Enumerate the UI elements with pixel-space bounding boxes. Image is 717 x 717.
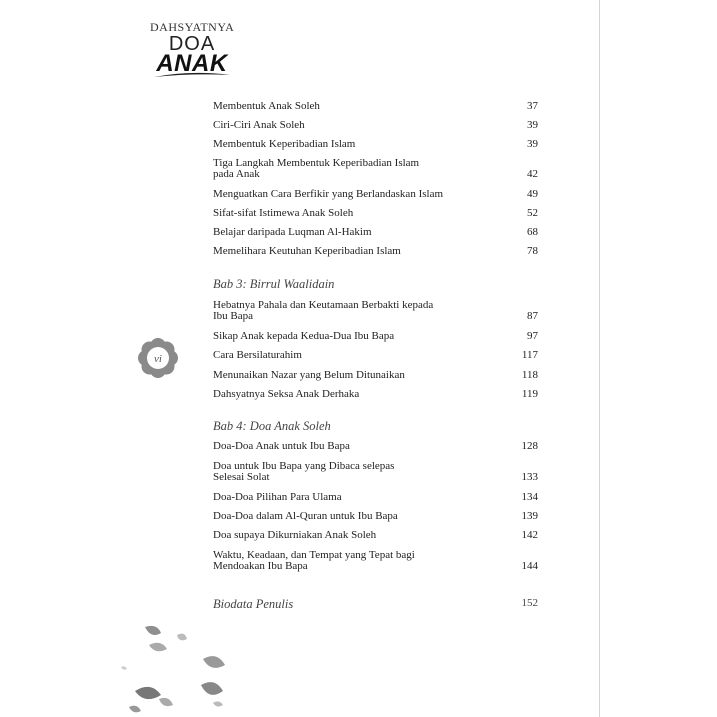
toc-entry	[213, 208, 538, 219]
toc-entry	[213, 300, 538, 322]
falling-leaves-decoration-icon	[115, 615, 235, 717]
toc-entry-page: 97	[527, 330, 538, 342]
toc-entry-biodata	[213, 597, 538, 612]
toc-entry-page: 49	[527, 188, 538, 200]
toc-entry	[213, 511, 538, 522]
toc-entry-page: 39	[527, 119, 538, 131]
toc-entry-title: Memelihara Keutuhan Keperibadian Islam	[213, 245, 401, 257]
toc-entry-title: Menguatkan Cara Berfikir yang Berlandaskan Islam	[213, 188, 444, 200]
logo-doa-text: DOA	[168, 33, 216, 55]
toc-entry	[213, 158, 538, 180]
toc-entry-title-cont: Mendoakan Ibu Bapa	[213, 560, 308, 572]
page-number-flower-icon	[138, 338, 178, 378]
toc-entry-page: 128	[521, 440, 538, 452]
toc-entry-page: 119	[521, 388, 538, 400]
toc-entry-page: 39	[527, 138, 538, 150]
logo-top-text: DAHSYATNYA	[150, 20, 235, 34]
toc-entry-title-cont: Ibu Bapa	[213, 310, 254, 322]
toc-entry-title: Membentuk Keperibadian Islam	[213, 138, 356, 150]
page-number: vi	[154, 353, 162, 365]
toc-entry-page: 139	[521, 510, 538, 522]
toc-entry-page: 152	[521, 597, 538, 609]
toc-entry-page: 133	[521, 471, 538, 483]
toc-entry-page: 118	[521, 369, 538, 381]
toc-entry-title: Hebatnya Pahala dan Keutamaan Berbakti kepada	[213, 299, 434, 311]
book-logo	[150, 20, 234, 79]
toc-entry-title: Menunaikan Nazar yang Belum Ditunaikan	[213, 369, 405, 381]
toc-entry	[213, 492, 538, 503]
toc-entry-title: Sikap Anak kepada Kedua-Dua Ibu Bapa	[213, 330, 395, 342]
toc-entry-page: 144	[521, 560, 538, 572]
toc-entry-title: Cara Bersilaturahim	[213, 349, 302, 361]
toc-entry	[213, 350, 538, 361]
chapter-heading-bab-3: Bab 3: Birrul Waalidain	[213, 277, 335, 291]
logo-anak-text: ANAK	[156, 50, 228, 77]
toc-entry-page: 87	[527, 310, 538, 322]
toc-entry-title: Membentuk Anak Soleh	[213, 100, 320, 112]
toc-entry	[213, 227, 538, 238]
toc-entry-title: Biodata Penulis	[213, 597, 294, 611]
toc-entry-title: Ciri-Ciri Anak Soleh	[213, 119, 305, 131]
toc-entry	[213, 370, 538, 381]
toc-entry-title: Doa-Doa Anak untuk Ibu Bapa	[213, 440, 350, 452]
toc-entry-title: Sifat-sifat Istimewa Anak Soleh	[213, 207, 354, 219]
toc-entry-page: 142	[521, 529, 538, 541]
toc-entry-page: 117	[521, 349, 538, 361]
toc-entry-title-cont: pada Anak	[213, 168, 260, 180]
toc-entry	[213, 389, 538, 400]
toc-entry-page: 37	[527, 100, 538, 112]
toc-entry-title-cont: Selesai Solat	[213, 471, 270, 483]
toc-entry-title: Doa-Doa dalam Al-Quran untuk Ibu Bapa	[213, 510, 398, 522]
toc-entry-title: Doa supaya Dikurniakan Anak Soleh	[213, 529, 377, 541]
toc-entry	[213, 120, 538, 131]
toc-entry-page: 52	[527, 207, 538, 219]
chapter-heading-bab-4: Bab 4: Doa Anak Soleh	[213, 419, 331, 433]
toc-entry-page: 78	[527, 245, 538, 257]
toc-entry	[213, 189, 538, 200]
toc-entry	[213, 461, 538, 483]
toc-entry	[213, 331, 538, 342]
page-edge	[599, 0, 600, 717]
toc-entry	[213, 530, 538, 541]
toc-entry-title: Tiga Langkah Membentuk Keperibadian Islam	[213, 157, 420, 169]
toc-entry	[213, 101, 538, 112]
toc-entry-title: Waktu, Keadaan, dan Tempat yang Tepat bagi	[213, 549, 415, 561]
toc-entry-page: 42	[527, 168, 538, 180]
toc-entry-title: Belajar daripada Luqman Al-Hakim	[213, 226, 372, 238]
toc-entry	[213, 139, 538, 150]
toc-entry-page: 68	[527, 226, 538, 238]
toc-entry-title: Dahsyatnya Seksa Anak Derhaka	[213, 388, 360, 400]
toc-entry	[213, 550, 538, 572]
toc-entry-title: Doa-Doa Pilihan Para Ulama	[213, 491, 342, 503]
toc-entry	[213, 441, 538, 452]
toc-entry-title: Doa untuk Ibu Bapa yang Dibaca selepas	[213, 460, 395, 472]
toc-entry-page: 134	[521, 491, 538, 503]
toc-entry	[213, 246, 538, 257]
